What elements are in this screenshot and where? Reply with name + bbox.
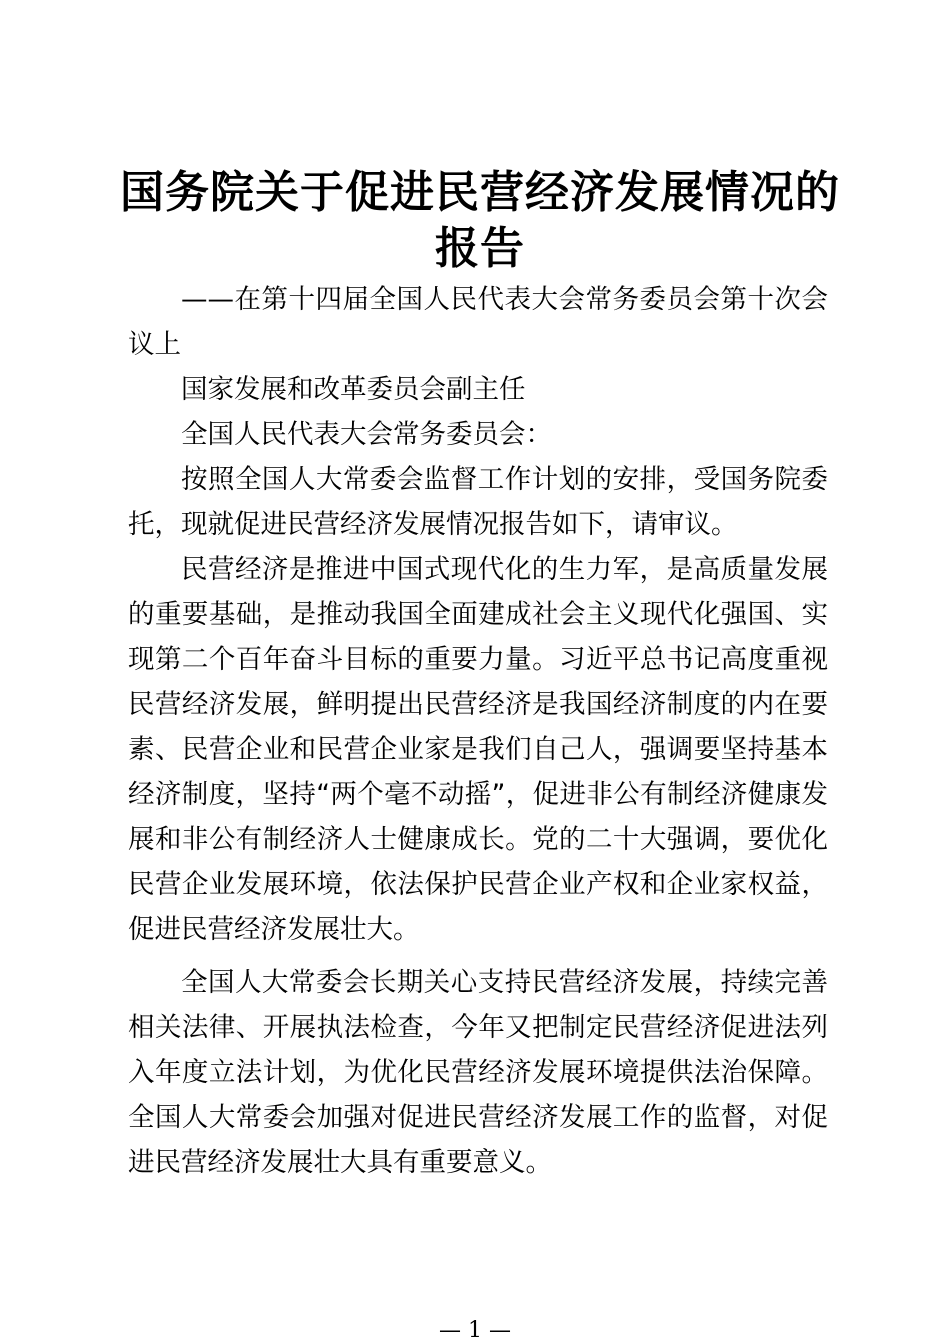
body-paragraph: 按照全国人大常委会监督工作计划的安排，受国务院委托，现就促进民营经济发展情况报告如下，请审议。: [128, 464, 828, 540]
speaker-line: 国家发展和改革委员会副主任: [181, 374, 526, 405]
document-body: [128, 277, 828, 1185]
subtitle: ——在第十四届全国人民代表大会常务委员会第十次会议上: [128, 284, 828, 360]
page-title: 国务院关于促进民营经济发展情况的报告: [120, 167, 840, 274]
salutation: 全国人民代表大会常务委员会：: [181, 419, 552, 450]
page-number: — 1 —: [439, 1318, 511, 1343]
body-paragraph: 民营经济是推进中国式现代化的生力军，是高质量发展的重要基础，是推动我国全面建成社会主义现代化强国、实现第二个百年奋斗目标的重要力量。习近平总书记高度重视民营经济发展，鲜明提出民营经济是我国经济制度的内在要素、民营企业和民营企业家是我们自己人，强调要坚持基本经济制度，坚持“两个毫不动摇”，促进非公有制经济健康发展和非公有制经济人士健康成长。党的二十大强调，要优化民营企业发展环境，依法保护民营企业产权和企业家权益，促进民营经济发展壮大。: [128, 554, 828, 945]
body-paragraph: 全国人大常委会长期关心支持民营经济发展，持续完善相关法律、开展执法检查，今年又把制定民营经济促进法列入年度立法计划，为优化民营经济发展环境提供法治保障。全国人大常委会加强对促进民营经济发展工作的监督，对促进民营经济发展壮大具有重要意义。: [128, 967, 828, 1178]
